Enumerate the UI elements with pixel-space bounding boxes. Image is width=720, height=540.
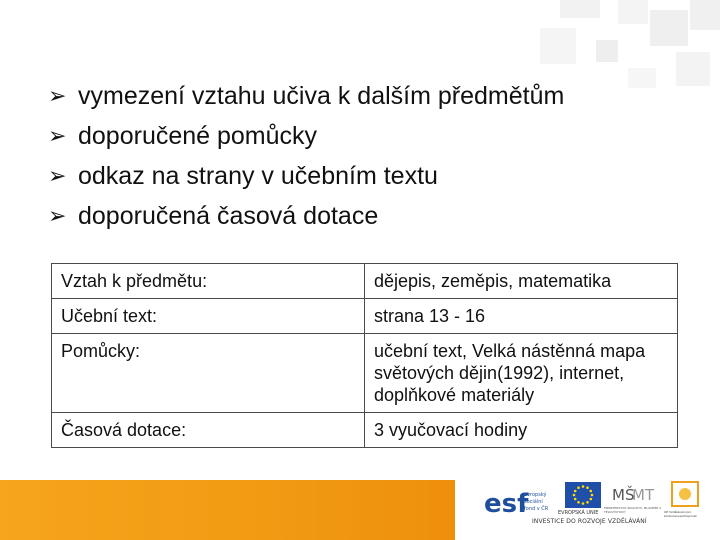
bullet-text: vymezení vztahu učiva k dalším předmětům: [78, 81, 565, 110]
svg-text:MŠ: MŠ: [612, 486, 635, 504]
footer-tagline: INVESTICE DO ROZVOJE VZDĚLÁVÁNÍ: [532, 518, 647, 525]
svg-text:sociální: sociální: [524, 499, 543, 505]
arrow-bullet-icon: ➢: [48, 123, 67, 148]
bullet-item: [48, 196, 668, 236]
table-row: [52, 413, 678, 448]
arrow-bullet-icon: ➢: [48, 163, 67, 188]
table-row: [52, 299, 678, 334]
msmt-logo-icon: [610, 480, 655, 506]
bullet-text: doporučená časová dotace: [78, 201, 379, 230]
table-key: Vztah k předmětu:: [52, 264, 365, 299]
table-value: učební text, Velká nástěnná mapa světových dějin(1992), internet, doplňkové materiály: [365, 334, 678, 413]
esf-logo-text: esf: [484, 489, 529, 519]
svg-text:MT: MT: [632, 486, 655, 504]
table-row: [52, 334, 678, 413]
table-key: Časová dotace:: [52, 413, 365, 448]
arrow-bullet-icon: ➢: [48, 203, 67, 228]
table-value: strana 13 - 16: [365, 299, 678, 334]
op-vk-logo-icon: [670, 480, 706, 514]
svg-text:fond v ČR: fond v ČR: [524, 506, 549, 512]
footer-logos: [470, 476, 720, 540]
eu-flag-icon: [565, 482, 601, 508]
eu-caption: EVROPSKÁ UNIE: [558, 510, 599, 516]
table-value: 3 vyučovací hodiny: [365, 413, 678, 448]
bullet-text: doporučené pomůcky: [78, 121, 318, 150]
bullet-item: [48, 156, 668, 196]
table-row: [52, 264, 678, 299]
op-caption: OP Vzdělávání pro konkurenceschopnost: [664, 510, 697, 518]
bullet-item: [48, 76, 668, 116]
info-table: [51, 263, 678, 448]
svg-text:evropský: evropský: [524, 492, 547, 498]
msmt-caption: MINISTERSTVO ŠKOLSTVÍ, MLÁDEŽE A TĚLOVÝCHOVY: [604, 506, 662, 514]
table-value: dějepis, zeměpis, matematika: [365, 264, 678, 299]
footer-orange-bar: [0, 480, 455, 540]
table-key: Pomůcky:: [52, 334, 365, 413]
table-key: Učební text:: [52, 299, 365, 334]
bullet-list: [48, 76, 668, 236]
esf-logo-icon: [482, 482, 552, 522]
bullet-item: [48, 116, 668, 156]
bullet-text: odkaz na strany v učebním textu: [78, 161, 438, 190]
arrow-bullet-icon: ➢: [48, 83, 67, 108]
